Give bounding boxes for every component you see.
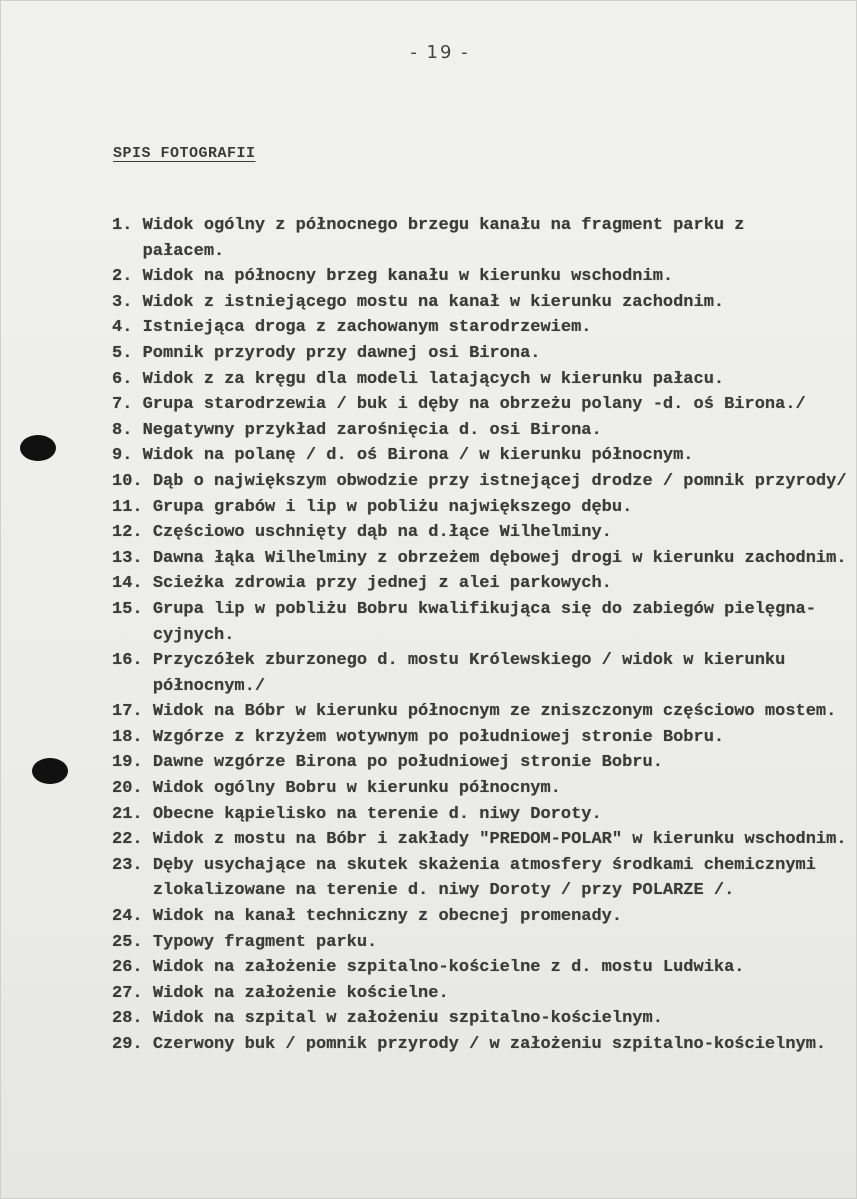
list-item xyxy=(112,264,847,290)
list-item-line xyxy=(112,930,847,956)
item-number: 15. xyxy=(112,599,143,619)
item-text: Widok na szpital w założeniu szpitalno-kościelnym. xyxy=(152,1009,663,1029)
item-text: Widok z mostu na Bóbr i zakłady "PREDOM-POLAR" w kierunku wschodnim. xyxy=(152,830,847,850)
list-item xyxy=(112,571,847,597)
item-number: 22. xyxy=(112,830,143,850)
list-item xyxy=(112,469,847,495)
list-item-line xyxy=(112,571,847,597)
list-item xyxy=(112,776,847,802)
list-item-line xyxy=(112,699,847,725)
list-item xyxy=(112,520,847,546)
photo-list xyxy=(112,213,847,1058)
list-item xyxy=(112,1032,847,1058)
list-item-line xyxy=(112,418,847,444)
item-number: 11. xyxy=(112,497,143,517)
item-number: 9. xyxy=(112,446,133,466)
list-item xyxy=(112,930,847,956)
list-item-line xyxy=(112,264,847,290)
list-item-line xyxy=(112,853,847,879)
item-number: 24. xyxy=(112,907,143,927)
list-item xyxy=(112,648,847,699)
list-item-line xyxy=(112,315,847,341)
item-number: 28. xyxy=(112,1009,143,1029)
item-number: 20. xyxy=(112,779,143,799)
item-number: 3. xyxy=(112,292,133,312)
item-number: 16. xyxy=(112,651,143,671)
list-item xyxy=(112,853,847,904)
list-item xyxy=(112,725,847,751)
list-item-line xyxy=(112,367,847,393)
document-title: SPIS FOTOGRAFII xyxy=(113,145,256,162)
item-text: Grupa grabów i lip w pobliżu największego dębu. xyxy=(152,497,633,517)
item-number: 2. xyxy=(112,267,133,287)
list-item-continuation xyxy=(112,878,847,904)
list-item-continuation xyxy=(112,623,847,649)
item-text: Widok z istniejącego mostu na kanał w kierunku zachodnim. xyxy=(142,292,725,312)
list-item-line xyxy=(112,213,847,239)
item-text: Grupa lip w pobliżu Bobru kwalifikująca się do zabiegów pielęgna- xyxy=(152,599,816,619)
item-text: Negatywny przykład zarośnięcia d. osi Birona. xyxy=(142,420,602,440)
item-text: Widok na polanę / d. oś Birona / w kierunku północnym. xyxy=(142,446,694,466)
item-text: Widok na północny brzeg kanału w kierunku wschodnim. xyxy=(142,267,674,287)
list-item-line xyxy=(112,495,847,521)
list-item xyxy=(112,802,847,828)
item-number: 4. xyxy=(112,318,133,338)
item-text: Istniejąca droga z zachowanym starodrzewiem. xyxy=(142,318,592,338)
list-item-line xyxy=(112,290,847,316)
list-item xyxy=(112,1006,847,1032)
item-text: Widok na założenie szpitalno-kościelne z d. mostu Ludwika. xyxy=(152,958,745,978)
list-item-line xyxy=(112,1006,847,1032)
item-number: 26. xyxy=(112,958,143,978)
list-item xyxy=(112,750,847,776)
list-item xyxy=(112,341,847,367)
item-number: 10. xyxy=(112,471,143,491)
list-item xyxy=(112,546,847,572)
item-text: Grupa starodrzewia / buk i dęby na obrzeżu polany -d. oś Birona./ xyxy=(142,395,806,415)
list-item xyxy=(112,827,847,853)
item-number: 25. xyxy=(112,932,143,952)
item-text: Częściowo uschnięty dąb na d.łące Wilhelminy. xyxy=(152,523,612,543)
list-item xyxy=(112,315,847,341)
item-text: Obecne kąpielisko na terenie d. niwy Doroty. xyxy=(152,804,602,824)
item-number: 23. xyxy=(112,855,143,875)
item-text: Czerwony buk / pomnik przyrody / w założeniu szpitalno-kościelnym. xyxy=(152,1035,827,1054)
item-text: Pomnik przyrody przy dawnej osi Birona. xyxy=(142,343,541,363)
item-number: 8. xyxy=(112,420,133,440)
list-item xyxy=(112,213,847,264)
item-text: cyjnych. xyxy=(152,625,235,645)
item-number: 6. xyxy=(112,369,133,389)
item-number: 21. xyxy=(112,804,143,824)
item-number: 17. xyxy=(112,702,143,722)
item-text: pałacem. xyxy=(142,241,225,261)
item-text: Widok na kanał techniczny z obecnej promenady. xyxy=(152,907,623,927)
punch-hole xyxy=(32,758,68,784)
item-text: Widok na Bóbr w kierunku północnym ze zniszczonym częściowo mostem. xyxy=(152,702,837,722)
list-item-line xyxy=(112,469,847,495)
list-item xyxy=(112,955,847,981)
punch-hole xyxy=(20,435,56,461)
item-text: Wzgórze z krzyżem wotywnym po południowej stronie Bobru. xyxy=(152,727,725,747)
item-number: 18. xyxy=(112,727,143,747)
item-number: 7. xyxy=(112,395,133,415)
list-item-line xyxy=(112,443,847,469)
item-text: Widok na założenie kościelne. xyxy=(152,983,449,1003)
list-item-line xyxy=(112,392,847,418)
item-text: Widok ogólny z północnego brzegu kanału na fragment parku z xyxy=(142,216,745,235)
item-number: 29. xyxy=(112,1035,143,1054)
list-item xyxy=(112,904,847,930)
list-item-line xyxy=(112,520,847,546)
list-item-line xyxy=(112,546,847,572)
item-text: Typowy fragment parku. xyxy=(152,932,378,952)
item-text: Dawna łąka Wilhelminy z obrzeżem dębowej drogi w kierunku zachodnim. xyxy=(152,548,847,568)
list-item-continuation xyxy=(112,674,847,700)
list-item xyxy=(112,290,847,316)
item-number: 19. xyxy=(112,753,143,773)
item-text: Scieżka zdrowia przy jednej z alei parkowych. xyxy=(152,574,612,594)
item-number: 5. xyxy=(112,343,133,363)
list-item xyxy=(112,597,847,648)
item-text: zlokalizowane na terenie d. niwy Doroty / przy POLARZE /. xyxy=(152,881,735,901)
item-text: Widok ogólny Bobru w kierunku północnym. xyxy=(152,779,561,799)
list-item-line xyxy=(112,981,847,1007)
list-item-line xyxy=(112,827,847,853)
item-number: 12. xyxy=(112,523,143,543)
item-text: Dawne wzgórze Birona po południowej stronie Bobru. xyxy=(152,753,663,773)
item-text: Widok z za kręgu dla modeli latających w kierunku pałacu. xyxy=(142,369,725,389)
list-item-line xyxy=(112,750,847,776)
list-item-continuation xyxy=(112,239,847,265)
list-item-line xyxy=(112,776,847,802)
list-item-line xyxy=(112,341,847,367)
list-item xyxy=(112,699,847,725)
item-text: Przyczółek zburzonego d. mostu Królewskiego / widok w kierunku xyxy=(152,651,786,671)
list-item xyxy=(112,392,847,418)
item-number: 13. xyxy=(112,548,143,568)
list-item-line xyxy=(112,1032,847,1058)
list-item-line xyxy=(112,597,847,623)
item-number: 1. xyxy=(112,216,133,235)
list-item-line xyxy=(112,648,847,674)
list-item xyxy=(112,443,847,469)
item-text: północnym./ xyxy=(152,676,266,696)
list-item-line xyxy=(112,725,847,751)
list-item xyxy=(112,495,847,521)
item-number: 27. xyxy=(112,983,143,1003)
list-item xyxy=(112,418,847,444)
list-item-line xyxy=(112,955,847,981)
item-text: Dąb o największym obwodzie przy istnejącej drodze / pomnik przyrody/ xyxy=(152,471,847,491)
page-number: - 19 - xyxy=(410,42,470,63)
item-number: 14. xyxy=(112,574,143,594)
list-item xyxy=(112,981,847,1007)
list-item-line xyxy=(112,904,847,930)
list-item xyxy=(112,367,847,393)
list-item-line xyxy=(112,802,847,828)
item-text: Dęby usychające na skutek skażenia atmosfery środkami chemicznymi xyxy=(152,855,816,875)
